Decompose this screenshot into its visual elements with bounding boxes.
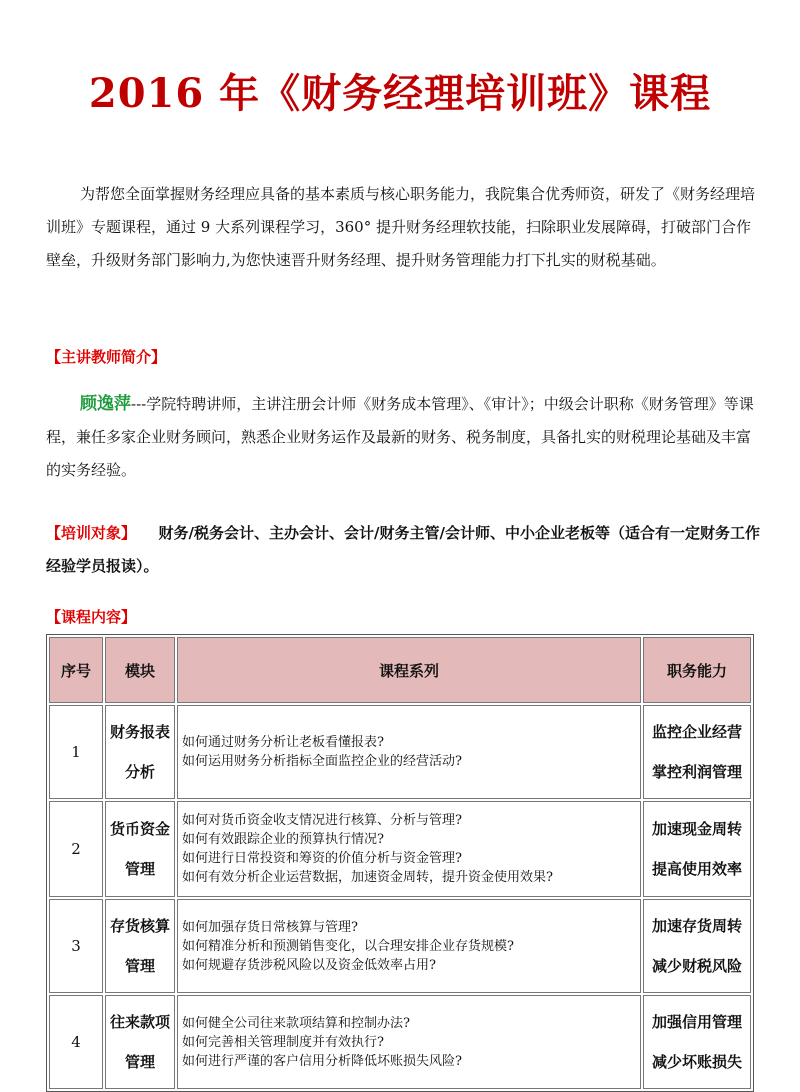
table-row — [49, 995, 751, 1089]
teacher-description: ---学院特聘讲师，主讲注册会计师《财务成本管理》、《审计》；中级会计职称《财务管理》等课程，兼任多家企业财务顾问，熟悉企业财务运作及最新的财务、税务制度，具备扎实的财税理论基础及丰富的实务经验。 — [46, 395, 754, 479]
ability-line: 提高使用效率 — [651, 860, 742, 878]
module-line: 财务报表 — [109, 723, 170, 741]
series-item: 如何对货币资金收支情况进行核算、分析与管理? — [182, 813, 462, 828]
ability-line: 减少坏账损失 — [651, 1053, 742, 1071]
row-ability — [643, 995, 751, 1089]
module-line: 管理 — [124, 957, 155, 975]
content-heading: 【课程内容】 — [46, 608, 137, 626]
ability-line: 加速现金周转 — [651, 820, 742, 838]
header-num: 序号 — [49, 637, 103, 703]
series-item: 如何加强存货日常核算与管理? — [182, 919, 358, 935]
audience-text: 财务/税务会计、主办会计、会计/财务主管/会计师、中小企业老板等（适合有一定财务工作经验学员报读）。 — [46, 524, 760, 575]
row-series — [177, 801, 641, 897]
table-header-row — [49, 637, 751, 703]
row-ability — [643, 899, 751, 993]
audience-paragraph — [46, 517, 762, 583]
audience-heading: 【培训对象】 — [46, 524, 129, 542]
row-module — [105, 801, 175, 897]
ability-line: 加速存货周转 — [651, 917, 742, 935]
row-module — [105, 995, 175, 1089]
teacher-heading: 【主讲教师简介】 — [46, 348, 167, 366]
series-item: 如何精准分析和预测销售变化，以合理安排企业存货规模? — [182, 938, 514, 954]
row-ability — [643, 801, 751, 897]
ability-line: 监控企业经营 — [651, 723, 742, 741]
row-number: 4 — [49, 995, 103, 1089]
series-item: 如何有效跟踪企业的预算执行情况? — [182, 832, 384, 847]
series-item: 如何运用财务分析指标全面监控企业的经营活动? — [182, 754, 462, 769]
series-item: 如何健全公司往来款项结算和控制办法? — [182, 1015, 410, 1031]
module-line: 往来款项 — [109, 1013, 170, 1031]
ability-line: 加强信用管理 — [651, 1013, 742, 1031]
series-item: 如何通过财务分析让老板看懂报表? — [182, 735, 384, 750]
teacher-paragraph — [46, 388, 762, 487]
intro-paragraph: 为帮您全面掌握财务经理应具备的基本素质与核心职务能力，我院集合优秀师资，研发了《财务经理培训班》专题课程，通过 9 大系列课程学习，360° 提升财务经理软技能，扫除职业发展障碍，打破部门合作壁垒，升级财务部门影响力,为您快速晋升财务经理、提升财务管理能力打下扎实的财税基础。 — [46, 185, 756, 269]
row-series — [177, 995, 641, 1089]
row-number: 3 — [49, 899, 103, 993]
teacher-name: 顾逸萍 — [80, 394, 131, 414]
header-series: 课程系列 — [177, 637, 641, 703]
ability-line: 减少财税风险 — [651, 957, 742, 975]
row-number: 2 — [49, 801, 103, 897]
module-line: 管理 — [124, 1053, 155, 1071]
module-line: 存货核算 — [109, 917, 170, 935]
module-line: 分析 — [124, 763, 155, 781]
module-line: 管理 — [124, 860, 155, 878]
row-series — [177, 705, 641, 799]
header-ability: 职务能力 — [643, 637, 751, 703]
series-item: 如何完善相关管理制度并有效执行? — [182, 1034, 384, 1050]
page-title: 2016 年《财务经理培训班》课程 — [88, 70, 712, 117]
series-item: 如何有效分析企业运营数据，加速资金周转，提升资金使用效果? — [182, 870, 553, 885]
header-module: 模块 — [105, 637, 175, 703]
ability-line: 掌控利润管理 — [651, 763, 742, 781]
table-row — [49, 801, 751, 897]
row-number: 1 — [49, 705, 103, 799]
series-item: 如何规避存货涉税风险以及资金低效率占用? — [182, 957, 436, 973]
table-row — [49, 705, 751, 799]
series-item: 如何进行严谨的客户信用分析降低坏账损失风险? — [182, 1053, 462, 1069]
row-module — [105, 899, 175, 993]
row-module — [105, 705, 175, 799]
course-table — [46, 634, 754, 1092]
row-series — [177, 899, 641, 993]
module-line: 货币资金 — [109, 820, 170, 838]
row-ability — [643, 705, 751, 799]
table-row — [49, 899, 751, 993]
series-item: 如何进行日常投资和筹资的价值分析与资金管理? — [182, 851, 462, 866]
